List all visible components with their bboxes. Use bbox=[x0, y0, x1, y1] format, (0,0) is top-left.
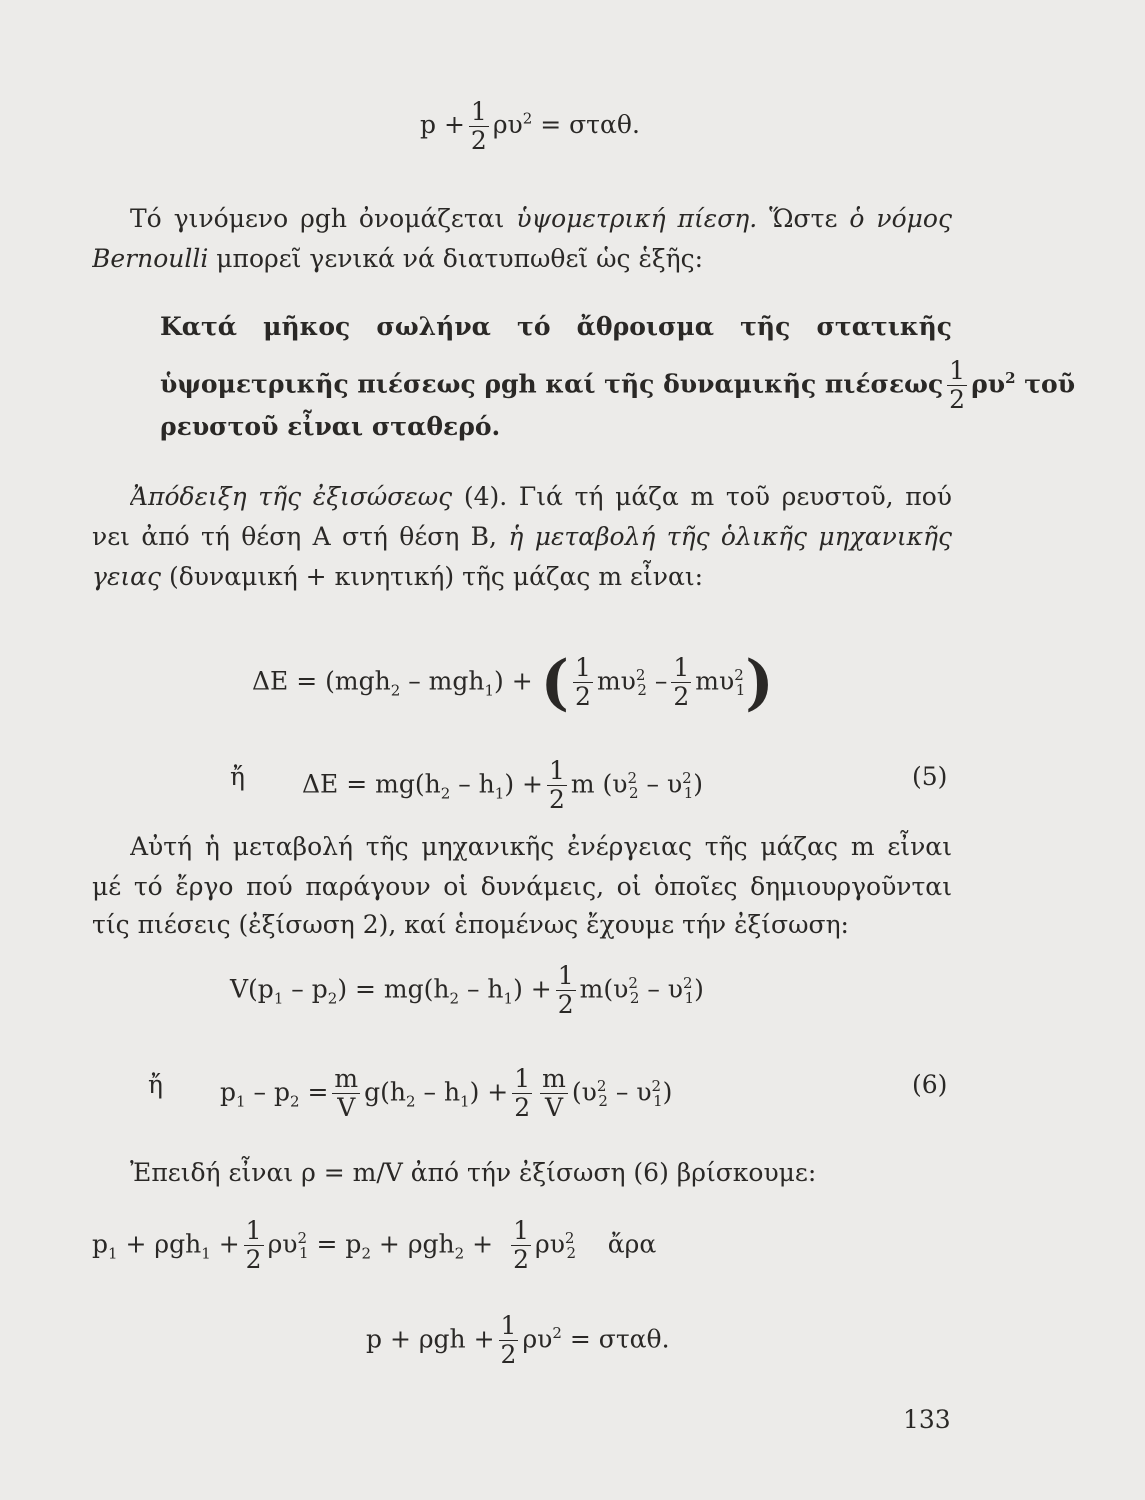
paragraph-line: Τό γινόμενο ρgh ὀνομάζεται ὑψομετρική πίεση. Ὥστε ὁ νόμος bbox=[130, 204, 952, 233]
equation-bernoulli-full: $p_1 + \rho gh_1$ + $\frac{1}{2}$ $\rho\upsilon^2_1 = p_2 + \rho gh_2$ + $\frac{1}{2}$ $\rho\upsilon^2_2$ ἄρα bbox=[92, 1216, 657, 1275]
or-label: ἤ bbox=[230, 762, 245, 791]
law-statement-line: ρευστοῦ εἶναι σταθερό. bbox=[160, 412, 501, 441]
fraction-half: $\frac{1}{2}$ bbox=[470, 97, 487, 155]
equation-5: $\Delta E = mg(h_2 - h_1)$ + $\frac{1}{2}$ m $(\upsilon^2_2 - \upsilon^2_1)$ bbox=[302, 756, 704, 815]
equation-work: $V(p_1 - p_2) = mg(h_2 - h_1)$ + $\frac{1}{2}$ $m(\upsilon^2_2 - \upsilon^2_1)$ bbox=[230, 961, 704, 1020]
paragraph-line: γειας (δυναμική + κινητική) τῆς μάζας m εἶναι: bbox=[92, 562, 704, 591]
paragraph-line: Αὐτή ἡ μεταβολή τῆς μηχανικῆς ἐνέργειας τῆς μάζας m εἶναι bbox=[130, 832, 952, 861]
equation-final: p + ρgh + $\frac{1}{2}$ $\rho\upsilon^2 = \sigma\tau\alpha\theta$. bbox=[366, 1311, 670, 1370]
paragraph-line: νει ἀπό τή θέση A στή θέση B, ἡ μεταβολή τῆς ὁλικῆς μηχανικῆς bbox=[92, 522, 952, 551]
equation-number-6: (6) bbox=[912, 1070, 948, 1099]
paragraph-line: μέ τό ἔργο πού παράγουν οἱ δυνάμεις, οἱ ὁποῖες δημιουργοῦνται bbox=[92, 872, 952, 901]
or-label: ἤ bbox=[148, 1070, 163, 1099]
page-number: 133 bbox=[903, 1405, 951, 1434]
paragraph-line: Bernoulli μπορεῖ γενικά νά διατυπωθεῖ ὡς ἑξῆς: bbox=[92, 244, 704, 273]
paragraph-line: Ἐπειδή εἶναι ρ = m/V ἀπό τήν ἐξίσωση (6) βρίσκουμε: bbox=[130, 1158, 817, 1187]
law-statement-line: Κατά μῆκος σωλήνα τό ἄθροισμα τῆς στατικῆς bbox=[160, 312, 952, 341]
equation-6: $p_1 - p_2$ = $\frac{m}{V}$ $g(h_2 - h_1)$ + $\frac{1}{2}$ $\frac{m}{V}$ $(\upsilon^2_2 - \upsilon^2_1)$ bbox=[220, 1064, 673, 1123]
equation-number-5: (5) bbox=[912, 762, 948, 791]
equation-delta-e: ΔE = (mgh$_2$ – mgh$_1$) + ( $\frac{1}{2}$ $m\upsilon^2_2$ – $\frac{1}{2}$ $m\upsilon^2_1$) bbox=[252, 647, 774, 718]
law-statement-line: ὑψομετρικῆς πιέσεως ρgh καί τῆς δυναμικῆς πιέσεως $\frac{1}{2}$ $\rho\upsilon^2$ τοῦ bbox=[160, 356, 1076, 415]
paragraph-line: Ἀπόδειξη τῆς ἐξισώσεως (4). Γιά τή μάζα m τοῦ ρευστοῦ, πού bbox=[130, 482, 952, 511]
paragraph-line: τίς πιέσεις (ἐξίσωση 2), καί ἑπομένως ἔχουμε τήν ἐξίσωση: bbox=[92, 910, 849, 939]
equation-top: p + $\frac{1}{2}$ $\rho\upsilon^2 = \sigma\tau\alpha\theta$. bbox=[420, 97, 640, 155]
